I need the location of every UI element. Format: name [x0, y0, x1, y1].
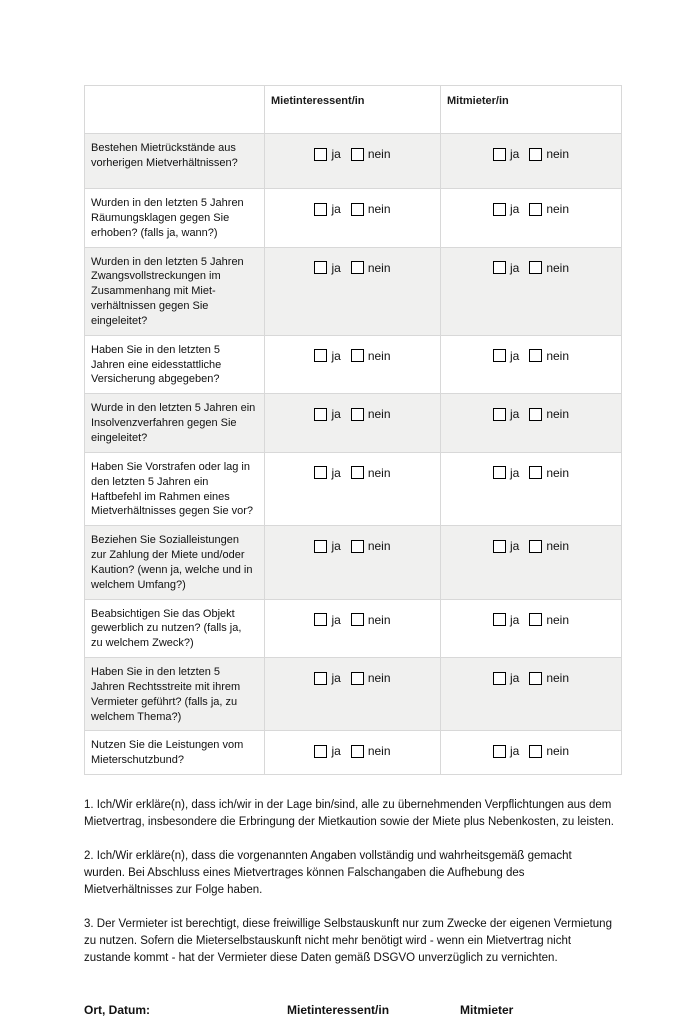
checkbox-ja[interactable] — [493, 540, 506, 553]
table-row — [85, 189, 622, 248]
checkbox-nein-label: nein — [367, 539, 391, 554]
checkbox-nein-label: nein — [367, 671, 391, 686]
checkbox-ja-label: ja — [509, 465, 520, 480]
self-disclosure-table — [84, 85, 622, 775]
checkbox-ja[interactable] — [314, 349, 327, 362]
checkbox-nein-label: nein — [367, 465, 391, 480]
checkbox-nein-label: nein — [546, 465, 570, 480]
checkbox-group — [314, 201, 390, 217]
checkbox-ja[interactable] — [314, 261, 327, 274]
checkbox-group — [314, 406, 390, 422]
answer-cell-mitmieter — [441, 335, 622, 394]
checkbox-group — [493, 743, 569, 759]
checkbox-nein[interactable] — [351, 349, 364, 362]
checkbox-ja[interactable] — [314, 408, 327, 421]
checkbox-group — [314, 743, 390, 759]
checkbox-nein-label: nein — [546, 407, 570, 422]
answer-cell-mitmieter — [441, 394, 622, 453]
checkbox-ja-label: ja — [509, 260, 520, 275]
checkbox-ja-label: ja — [331, 612, 341, 627]
checkbox-ja-label: ja — [509, 671, 520, 686]
checkbox-group — [493, 201, 569, 217]
checkbox-ja-label: ja — [331, 671, 341, 686]
checkbox-nein[interactable] — [529, 466, 542, 479]
checkbox-nein[interactable] — [351, 672, 364, 685]
checkbox-ja[interactable] — [493, 203, 506, 216]
table-row — [85, 658, 622, 731]
answer-cell-mitmieter — [441, 658, 622, 731]
table-row — [85, 599, 622, 658]
checkbox-nein-label: nein — [546, 744, 570, 759]
question-cell: Beabsichtigen Sie das Objekt gewerblich zu nutzen? (falls ja, zu welchem Zweck?) — [85, 599, 265, 658]
declaration-paragraph-1: 1. Ich/Wir erkläre(n), dass ich/wir in der Lage bin/sind, alle zu übernehmenden Verpflichtungen aus dem Mietvertrag, insbesondere die Erbringung der Mietkaution sowie der Miete plus Nebenkosten, zu leisten. — [84, 799, 614, 829]
checkbox-nein-label: nein — [546, 260, 570, 275]
checkbox-ja[interactable] — [493, 261, 506, 274]
checkbox-nein-label: nein — [546, 147, 570, 161]
checkbox-nein[interactable] — [351, 261, 364, 274]
checkbox-nein[interactable] — [529, 261, 542, 274]
checkbox-ja-label: ja — [509, 202, 520, 216]
answer-cell-mietinteressent — [265, 335, 441, 394]
answer-cell-mitmieter — [441, 189, 622, 248]
signature-mietinteressent-label: Mietinteressent/in — [287, 1003, 390, 1017]
checkbox-ja[interactable] — [493, 745, 506, 758]
checkbox-group — [314, 612, 390, 628]
checkbox-group — [493, 538, 569, 554]
checkbox-nein[interactable] — [529, 613, 542, 626]
signature-mitmieter-label: Mitmieter — [460, 1003, 514, 1017]
signature-row — [84, 1003, 621, 1017]
checkbox-ja-label: ja — [509, 744, 520, 759]
self-disclosure-form-page — [84, 85, 621, 1017]
checkbox-ja-label: ja — [509, 348, 520, 363]
checkbox-group — [493, 146, 569, 162]
checkbox-nein[interactable] — [351, 540, 364, 553]
answer-cell-mietinteressent — [265, 394, 441, 453]
question-cell: Wurden in den letzten 5 Jahren Räumungsklagen gegen Sie erhoben? (falls ja, wann?) — [85, 189, 265, 248]
place-date-label: Ort, Datum: — [84, 1003, 150, 1017]
checkbox-ja[interactable] — [314, 148, 327, 161]
checkbox-ja-label: ja — [331, 744, 341, 759]
table-row — [85, 731, 622, 775]
table-header-row — [85, 86, 622, 134]
checkbox-ja-label: ja — [331, 407, 341, 422]
checkbox-nein[interactable] — [529, 349, 542, 362]
table-row — [85, 526, 622, 599]
answer-cell-mietinteressent — [265, 599, 441, 658]
checkbox-group — [314, 348, 390, 364]
question-cell: Haben Sie Vorstrafen oder lag in den letzten 5 Jahren ein Haftbefehl im Rahmen eines Mietverhältnisses gegen Sie vor? — [85, 452, 265, 525]
checkbox-nein[interactable] — [351, 148, 364, 161]
checkbox-nein-label: nein — [546, 612, 570, 627]
question-cell: Nutzen Sie die Leistungen vom Mieterschutzbund? — [85, 731, 265, 775]
checkbox-ja[interactable] — [493, 613, 506, 626]
question-cell: Haben Sie in den letzten 5 Jahren Rechtsstreite mit ihrem Vermieter geführt? (falls ja, zu welchem Thema?) — [85, 658, 265, 731]
answer-cell-mitmieter — [441, 134, 622, 189]
checkbox-nein-label: nein — [367, 147, 391, 161]
answer-cell-mietinteressent — [265, 189, 441, 248]
checkbox-ja-label: ja — [331, 260, 341, 275]
answer-cell-mitmieter — [441, 599, 622, 658]
answer-cell-mitmieter — [441, 247, 622, 335]
answer-cell-mietinteressent — [265, 658, 441, 731]
answer-cell-mietinteressent — [265, 134, 441, 189]
table-row — [85, 134, 622, 189]
answer-cell-mitmieter — [441, 731, 622, 775]
checkbox-ja[interactable] — [493, 408, 506, 421]
checkbox-ja[interactable] — [314, 466, 327, 479]
checkbox-nein[interactable] — [529, 148, 542, 161]
table-row — [85, 452, 622, 525]
checkbox-nein-label: nein — [546, 348, 570, 363]
checkbox-ja-label: ja — [509, 147, 520, 161]
checkbox-nein[interactable] — [351, 745, 364, 758]
checkbox-nein[interactable] — [529, 672, 542, 685]
checkbox-nein-label: nein — [367, 202, 391, 216]
mietinteressent-column-header: Mietinteressent/in — [265, 86, 441, 134]
declaration-paragraph-3: 3. Der Vermieter ist berechtigt, diese freiwillige Selbstauskunft nur zum Zwecke der eigenen Vermietung zu nutzen. Sofern die Mieterselbstauskunft nicht mehr benötigt wird - wenn ein Mietvertrag nicht zustande kommt - hat der Vermieter diese Daten gemäß DSGVO unverzüglich zu vernichten. — [84, 918, 612, 965]
checkbox-ja[interactable] — [314, 672, 327, 685]
checkbox-ja[interactable] — [314, 540, 327, 553]
question-column-header — [85, 86, 265, 134]
checkbox-nein[interactable] — [529, 408, 542, 421]
checkbox-ja[interactable] — [314, 613, 327, 626]
declaration-paragraph-2: 2. Ich/Wir erkläre(n), dass die vorgenannten Angaben vollständig und wahrheitsgemäß gemacht wurden. Bei Abschluss eines Mietvertrages können Falschangaben die Aufhebung des Mietverhältnisses zur Folge haben. — [84, 850, 572, 897]
checkbox-nein[interactable] — [351, 466, 364, 479]
checkbox-ja-label: ja — [331, 465, 341, 480]
question-cell: Bestehen Mietrückstände aus vorherigen Mietverhältnissen? — [85, 134, 265, 189]
checkbox-ja-label: ja — [331, 147, 341, 161]
answer-cell-mietinteressent — [265, 731, 441, 775]
answer-cell-mitmieter — [441, 452, 622, 525]
checkbox-nein-label: nein — [546, 202, 570, 216]
checkbox-ja-label: ja — [331, 348, 341, 363]
checkbox-ja[interactable] — [314, 203, 327, 216]
checkbox-nein[interactable] — [529, 745, 542, 758]
checkbox-nein[interactable] — [529, 540, 542, 553]
checkbox-group — [493, 406, 569, 422]
checkbox-ja[interactable] — [493, 349, 506, 362]
checkbox-ja-label: ja — [509, 612, 520, 627]
table-row — [85, 394, 622, 453]
checkbox-group — [493, 465, 569, 481]
answer-cell-mitmieter — [441, 526, 622, 599]
checkbox-group — [314, 260, 390, 276]
declarations-section — [84, 797, 614, 967]
checkbox-nein-label: nein — [367, 348, 391, 363]
checkbox-ja-label: ja — [331, 202, 341, 216]
checkbox-nein-label: nein — [546, 671, 570, 686]
answer-cell-mietinteressent — [265, 247, 441, 335]
answer-cell-mietinteressent — [265, 452, 441, 525]
checkbox-ja-label: ja — [331, 539, 341, 554]
checkbox-nein[interactable] — [529, 203, 542, 216]
question-cell: Beziehen Sie Sozialleistungen zur Zahlung der Miete und/oder Kaution? (wenn ja, welche und in welchem Umfang?) — [85, 526, 265, 599]
checkbox-ja[interactable] — [493, 672, 506, 685]
checkbox-group — [314, 146, 390, 162]
checkbox-nein-label: nein — [367, 260, 391, 275]
table-row — [85, 335, 622, 394]
checkbox-nein[interactable] — [351, 408, 364, 421]
checkbox-ja-label: ja — [509, 539, 520, 554]
mitmieter-column-header: Mitmieter/in — [441, 86, 622, 134]
checkbox-nein-label: nein — [367, 612, 391, 627]
checkbox-ja-label: ja — [509, 407, 520, 422]
checkbox-group — [314, 670, 390, 686]
checkbox-nein[interactable] — [351, 613, 364, 626]
checkbox-group — [493, 348, 569, 364]
checkbox-ja[interactable] — [314, 745, 327, 758]
checkbox-nein-label: nein — [367, 407, 391, 422]
checkbox-nein[interactable] — [351, 203, 364, 216]
checkbox-group — [493, 612, 569, 628]
question-cell: Wurden in den letzten 5 Jahren Zwangsvollstreckungen im Zusammenhang mit Miet-verhältnissen gegen Sie eingeleitet? — [85, 247, 265, 335]
table-row — [85, 247, 622, 335]
answer-cell-mietinteressent — [265, 526, 441, 599]
checkbox-nein-label: nein — [367, 744, 391, 759]
checkbox-group — [493, 670, 569, 686]
question-cell: Haben Sie in den letzten 5 Jahren eine eidesstattliche Versicherung abgegeben? — [85, 335, 265, 394]
checkbox-group — [314, 538, 390, 554]
question-cell: Wurde in den letzten 5 Jahren ein Insolvenzverfahren gegen Sie eingeleitet? — [85, 394, 265, 453]
checkbox-group — [493, 260, 569, 276]
checkbox-ja[interactable] — [493, 148, 506, 161]
checkbox-group — [314, 465, 390, 481]
checkbox-ja[interactable] — [493, 466, 506, 479]
checkbox-nein-label: nein — [546, 539, 570, 554]
